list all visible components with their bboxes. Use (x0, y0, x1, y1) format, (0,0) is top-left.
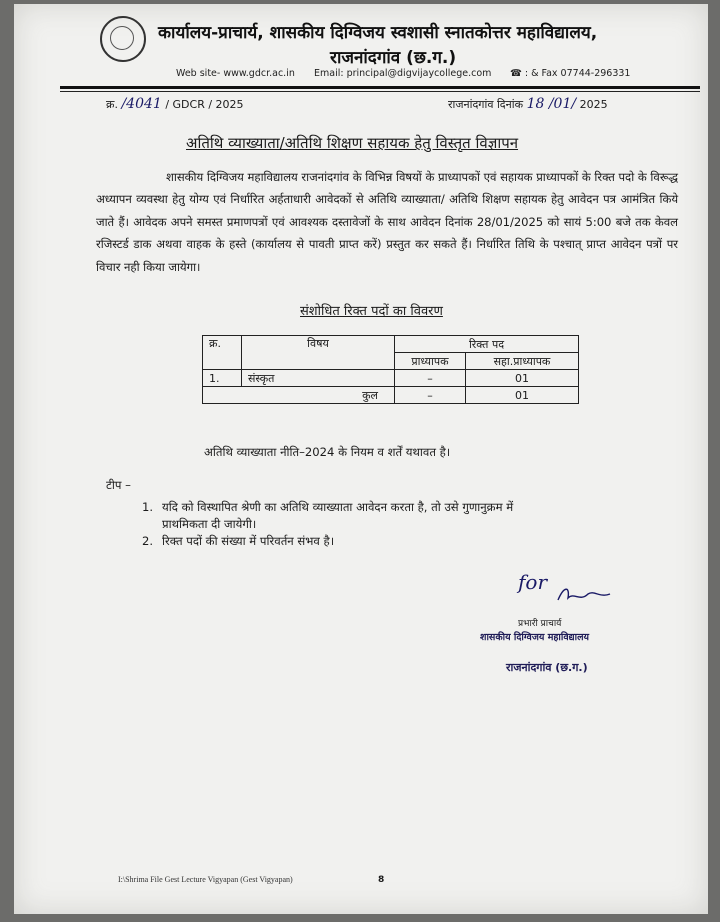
office-title-line1: कार्यालय-प्राचार्य, शासकीय दिग्विजय स्वशासी स्नातकोत्तर महाविद्यालय, (158, 23, 598, 43)
college-stamp-line2: राजनांदगांव (छ.ग.) (506, 661, 588, 674)
header-serial: क्र. (203, 336, 242, 370)
total-label: कुल (203, 387, 395, 404)
date-handwritten: 18 /01/ (526, 96, 577, 112)
date-line (448, 96, 608, 112)
notice-body: शासकीय दिग्विजय महाविद्यालय राजनांदगांव के विभिन्न विषयों के प्राध्यापकों एवं सहायक प्राध्यापकों के रिक्त पदो के विरूद्ध अध्यापन व्यवस्था हेतु योग्य एवं निर्धारित अर्हताधारी आवेदकों से अतिथि व्याख्याता/ अतिथि शिक्षण सहायक हेतु आवेदन पत्र आमंत्रित किये जाते हैं। आवेदक अपने समस्त प्रमाणपत्रों एवं आवश्यक दस्तावेजों के साथ आवेदन दिनांक 28/01/2025 को सायं 5:00 बजे तक केवल रजिस्टर्ड डाक अथवा वाहक के हस्ते (कार्यालय से पावती प्राप्त करें) प्रस्तुत कर सकते हैं। निर्धारित तिथि के पश्चात् प्राप्त आवेदन पत्रों पर विचार नही किया जायेगा। (96, 170, 678, 274)
note-2-number: 2. (142, 534, 154, 548)
note-2-line1: रिक्त पदों की संख्या में परिवर्तन संभव है। (162, 534, 335, 548)
college-stamp-line1: शासकीय दिग्विजय महाविद्यालय (480, 632, 590, 643)
signature-designation: प्रभारी प्राचार्य (518, 619, 562, 629)
reference-line (106, 96, 244, 112)
vacancy-table (202, 335, 579, 404)
note-1-line1: यदि को विस्थापित श्रेणी का अतिथि व्याख्याता आवेदन करता है, तो उसे गुणानुक्रम में (162, 500, 514, 514)
header-assistant-professor: सहा.प्राध्यापक (466, 353, 579, 370)
date-year: 2025 (579, 98, 608, 111)
notice-title: अतिथि व्याख्याता/अतिथि शिक्षण सहायक हेतु विस्तृत विज्ञापन (186, 134, 519, 152)
document-page (14, 4, 708, 914)
college-seal-icon (100, 16, 146, 62)
row-professor: – (395, 370, 466, 387)
website: Web site- www.gdcr.ac.in (176, 68, 295, 79)
total-assistant-professor: 01 (466, 387, 579, 404)
table-total-row (203, 387, 579, 404)
signature-scribble-icon (554, 582, 614, 608)
reference-prefix: क्र. (106, 98, 118, 111)
table-header-row (203, 336, 579, 353)
total-professor: – (395, 387, 466, 404)
footer-file-path: I:\Shrima File Gest Lecture Vigyapan (Gest Vigyapan) (118, 875, 293, 884)
office-title-line2: राजनांदगांव (छ.ग.) (330, 48, 457, 68)
email: Email: principal@digvijaycollege.com (314, 68, 492, 79)
notes-heading: टीप – (106, 478, 131, 492)
signature-handwritten: for (518, 570, 548, 594)
note-1-number: 1. (142, 500, 154, 514)
header-subject: विषय (242, 336, 395, 370)
header-rule-thin (60, 91, 700, 92)
footer-page-number: 8 (378, 875, 385, 885)
table-row (203, 370, 579, 387)
reference-code: / GDCR / 2025 (165, 98, 244, 111)
reference-number: /4041 (121, 96, 162, 112)
row-assistant-professor: 01 (466, 370, 579, 387)
note-1-line2: प्राथमिकता दी जायेगी। (162, 517, 257, 531)
header-vacant-posts: रिक्त पद (395, 336, 579, 353)
row-subject: संस्कृत (242, 370, 395, 387)
header-rule-thick (60, 86, 700, 89)
header-professor: प्राध्यापक (395, 353, 466, 370)
place-date-label: राजनांदगांव दिनांक (448, 98, 524, 111)
row-serial: 1. (203, 370, 242, 387)
table-title: संशोधित रिक्त पदों का विवरण (300, 304, 443, 319)
phone-fax: ☎ : & Fax 07744-296331 (510, 68, 631, 79)
policy-line: अतिथि व्याख्याता नीति–2024 के नियम व शर्तें यथावत है। (204, 445, 451, 459)
